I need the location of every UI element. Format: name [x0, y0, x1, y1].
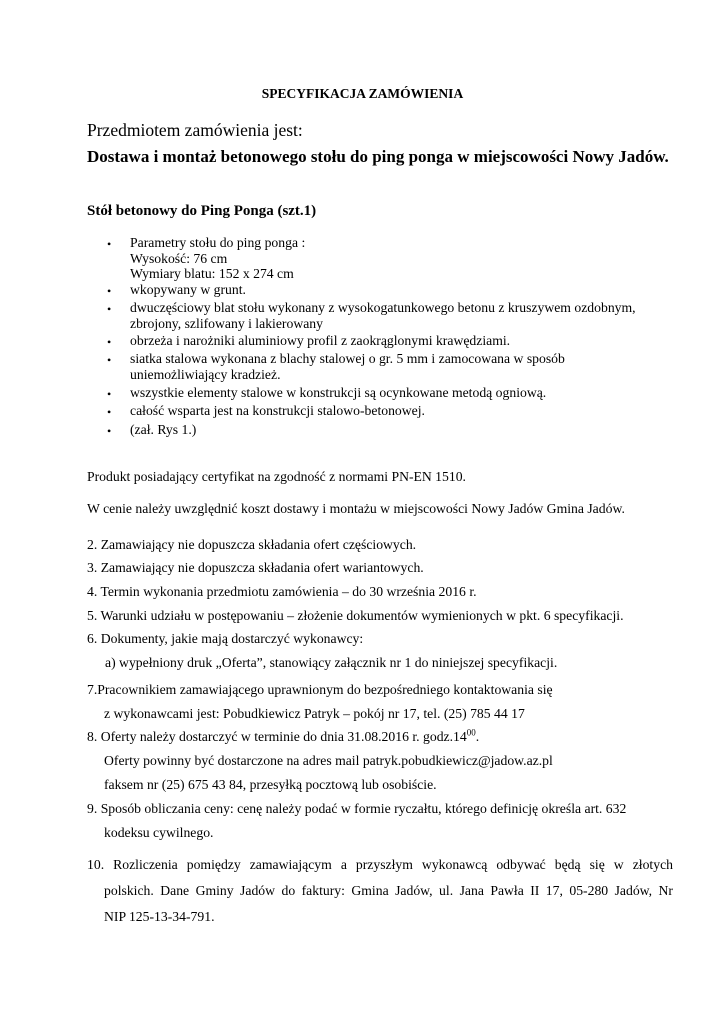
item-9-line-1: 9. Sposób obliczania ceny: cenę należy podać w formie ryczałtu, którego definicję określa art. 632: [87, 801, 627, 816]
item-10-line-1: 10. Rozliczenia pomiędzy zamawiającym a przyszłym wykonawcą odbywać będą się w złotych: [87, 857, 673, 872]
list-item: dwuczęściowy blat stołu wykonany z wysokogatunkowego betonu z kruszywem ozdobnym, zbrojony, szlifowany i lakierowany: [130, 300, 636, 331]
list-item: wszystkie elementy stalowe w konstrukcji są ocynkowane metodą ogniową.: [130, 385, 547, 400]
certificate-note: Produkt posiadający certyfikat na zgodność z normami PN-EN 1510.: [87, 469, 466, 484]
item-8-line-3: faksem nr (25) 675 43 84, przesyłką pocztową lub osobiście.: [104, 777, 437, 792]
price-note: W cenie należy uwzględnić koszt dostawy i montażu w miejscowości Nowy Jadów Gmina Jadów.: [87, 501, 625, 516]
list-item: (zał. Rys 1.): [130, 422, 197, 437]
bullet-marker: •: [107, 237, 112, 251]
bullet-marker: •: [107, 302, 112, 316]
item-7-line-1: 7.Pracownikiem zamawiającego uprawnionym do bezpośredniego kontaktowania się: [87, 682, 553, 697]
bullet-marker: •: [107, 284, 112, 298]
item-9-line-2: kodeksu cywilnego.: [104, 825, 214, 840]
bullet-marker: •: [107, 335, 112, 349]
item-10-line-2: polskich. Dane Gminy Jadów do faktury: Gmina Jadów, ul. Jana Pawła II 17, 05-280 Jadów, Nr: [104, 883, 673, 898]
bullet-marker: •: [107, 353, 112, 367]
order-subject: Dostawa i montaż betonowego stołu do ping ponga w miejscowości Nowy Jadów.: [87, 147, 669, 166]
item-3: 3. Zamawiający nie dopuszcza składania ofert wariantowych.: [87, 560, 424, 575]
document-title: SPECYFIKACJA ZAMÓWIENIA: [261, 86, 464, 101]
item-5: 5. Warunki udziału w postępowaniu – złożenie dokumentów wymienionych w pkt. 6 specyfikacji.: [87, 608, 624, 623]
list-item: Parametry stołu do ping ponga : Wysokość: 76 cm Wymiary blatu: 152 x 274 cm: [130, 235, 306, 281]
item-7-line-2: z wykonawcami jest: Pobudkiewicz Patryk – pokój nr 17, tel. (25) 785 44 17: [104, 706, 525, 721]
item-2: 2. Zamawiający nie dopuszcza składania ofert częściowych.: [87, 537, 417, 552]
item-8-line-1: 8. Oferty należy dostarczyć w terminie do dnia 31.08.2016 r. $godz.14^{00}$.: [87, 727, 480, 744]
item-4: 4. Termin wykonania przedmiotu zamówienia – do 30 września 2016 r.: [87, 584, 477, 599]
bullet-marker: •: [107, 405, 112, 419]
list-item: obrzeża i narożniki aluminiowy profil z zaokrąglonymi krawędziami.: [130, 333, 511, 348]
section-heading: Stół betonowy do Ping Ponga (szt.1): [87, 203, 317, 219]
item-10-line-3: NIP 125-13-34-791.: [104, 909, 215, 924]
item-8-line-2: Oferty powinny być dostarczone na adres mail patryk.pobudkiewicz@jadow.az.pl: [104, 753, 553, 768]
bullet-marker: •: [107, 387, 112, 401]
list-item: siatka stalowa wykonana z blachy stalowej o gr. 5 mm i zamocowana w sposób uniemożliwiający kradzież.: [130, 351, 565, 382]
bullet-marker: •: [107, 424, 112, 438]
item-6a: a) wypełniony druk „Oferta”, stanowiący załącznik nr 1 do niniejszej specyfikacji.: [105, 655, 558, 670]
intro-text: Przedmiotem zamówienia jest:: [87, 120, 303, 140]
list-item: wkopywany w grunt.: [130, 282, 246, 297]
item-6: 6. Dokumenty, jakie mają dostarczyć wykonawcy:: [87, 631, 364, 646]
list-item: całość wsparta jest na konstrukcji stalowo-betonowej.: [130, 403, 425, 418]
